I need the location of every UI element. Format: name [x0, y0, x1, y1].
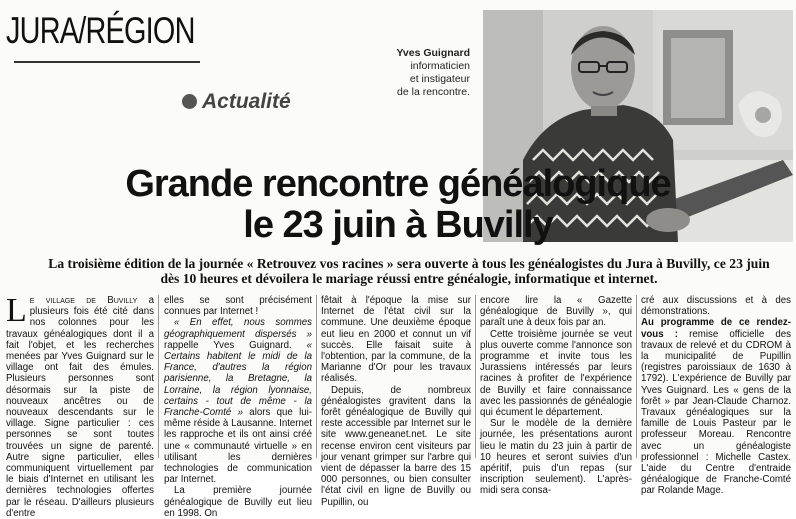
column-rule — [158, 295, 159, 458]
section-slash: / — [78, 10, 86, 51]
article-column-4 — [480, 295, 632, 497]
headline-line-1: Grande rencontre généalogique — [125, 163, 671, 205]
section-header — [6, 10, 195, 52]
paragraph-text: a plusieurs fois été cité dans nos colonnes pour les travaux généalogiques dont il a fait l'objet, et les recherches menées par Yves Guignard sur le village ont fait des émules. Plusieurs personnes sont désormais sur la piste de nouveaux ancêtres ou de nouveaux descendants sur le village. Signe particulier : ces personnes se sont toutes trouvées un signe de parenté. Autre signe particulier, elles communiquent virtuellement par le biais d'Internet en utilisant les dernières technologies offertes par le réseau. D'ailleurs plusieurs d'entre — [6, 295, 154, 519]
paragraph — [641, 317, 791, 496]
caption-line: informaticien — [410, 60, 470, 72]
rubric-text: Actualité — [202, 90, 291, 113]
quote: « En effet, nous sommes géographiquement dispersés » — [164, 317, 312, 340]
rubric-bullet-icon — [182, 94, 197, 109]
column-rule — [316, 295, 317, 458]
paragraph: fêtait à l'époque la mise sur Internet de l'état civil sur la commune. Une deuxième époque eut lieu en 2000 et connut un vif succès. Elle faisait suite à l'obtention, par la commune, de la Marianne d'Or pour les travaux réalisés. — [321, 295, 471, 385]
photo-caption — [370, 47, 470, 99]
paragraph: Depuis, de nombreux généalogistes gravitent dans la forêt généalogique de Buvilly qui reste accessible par Internet sur le site www.geneanet.net. Le site recense environ cent visiteurs par jour venant grimper sur l'arbre qui vient de dépasser la barre des 15 000 personnes, ou bien consulter l'état civil en ligne de Buvilly ou Pupillin, ou — [321, 384, 471, 508]
article-column-1 — [6, 292, 154, 519]
paragraph — [164, 317, 312, 485]
paragraph-text: alors que lui-même réside à Lausanne. Internet les rapproche et ils ont ainsi créé une « communauté virtuelle » en utilisant les dernières technologies de communication par Internet. — [164, 407, 312, 486]
paragraph: elles se sont précisément connues par Internet ! — [164, 295, 312, 318]
lede-paragraph: La troisième édition de la journée « Retrouvez vos racines » sera ouverte à tous les généalogistes du Jura à Buvilly, ce 23 juin dès 10 heures et dévoilera le mariage réussi entre généalogie, informatique et internet. — [48, 256, 770, 286]
paragraph-text: rappelle Yves Guignard. — [164, 339, 307, 351]
paragraph: cré aux discussions et à des démonstrations. — [641, 295, 791, 318]
column-rule — [636, 295, 637, 458]
section-rule — [14, 61, 200, 63]
column-rule — [475, 295, 476, 458]
lead-smallcaps: e village de Buvilly — [29, 295, 138, 306]
paragraph: Sur le modèle de la dernière journée, les présentations auront lieu le matin du 23 juin à partir de 10 heures et seront suivies d'un apéritif, puis d'un repas (sur inscription seulement). L'après-midi sera consa- — [480, 418, 632, 497]
dropcap: L — [6, 292, 27, 329]
caption-line: Yves Guignard — [396, 47, 470, 59]
article-column-3 — [321, 295, 471, 508]
subheading: Au programme de ce rendez-vous : — [641, 317, 791, 340]
caption-line: de la rencontre. — [397, 86, 470, 98]
paragraph-text: remise officielle des travaux de relevé et du CDROM à la municipalité de Pupillin (registres paroissiaux de 1630 à 1792). L'expérience de Buvilly par Yves Guignard. Les « gens de la forêt » par Jean-Claude Charnoz. Travaux généalogiques sur la famille de Louis Pasteur par le professeur Moreau. Rencontre avec un généalogiste professionnel : Michelle Castex. L'aide du Centre d'entraide généalogique de Franche-Comté par Rolande Mage. — [641, 328, 791, 497]
article-column-5 — [641, 295, 791, 497]
paragraph: encore lire la « Gazette généalogique de Buvilly », qui paraît une à deux fois par an. — [480, 295, 632, 329]
headline-line-2: le 23 juin à Buvilly — [243, 204, 553, 246]
paragraph: La première journée généalogique de Buvilly eut lieu en 1998. On — [164, 485, 312, 519]
section-title-b: RÉGION — [85, 10, 195, 51]
rubric-label — [182, 90, 291, 114]
caption-line: et instigateur — [409, 73, 470, 85]
paragraph — [6, 292, 154, 519]
article-column-2 — [164, 295, 312, 519]
section-title-a: JURA — [6, 10, 79, 51]
quote: « Certains habitent le midi de la France, d'autres la région parisienne, la Bretagne, la Lorraine, la région lyonnaise, certains - tout de même - la Franche-Comté » — [164, 339, 312, 419]
paragraph: Cette troisième journée se veut plus ouverte comme l'annonce son programme et invite tous les Jurassiens intéressés par leurs racines à profiter de l'expérience de Buvilly et faire connaissance avec les passionnés de généalogie qui écument le département. — [480, 328, 632, 419]
